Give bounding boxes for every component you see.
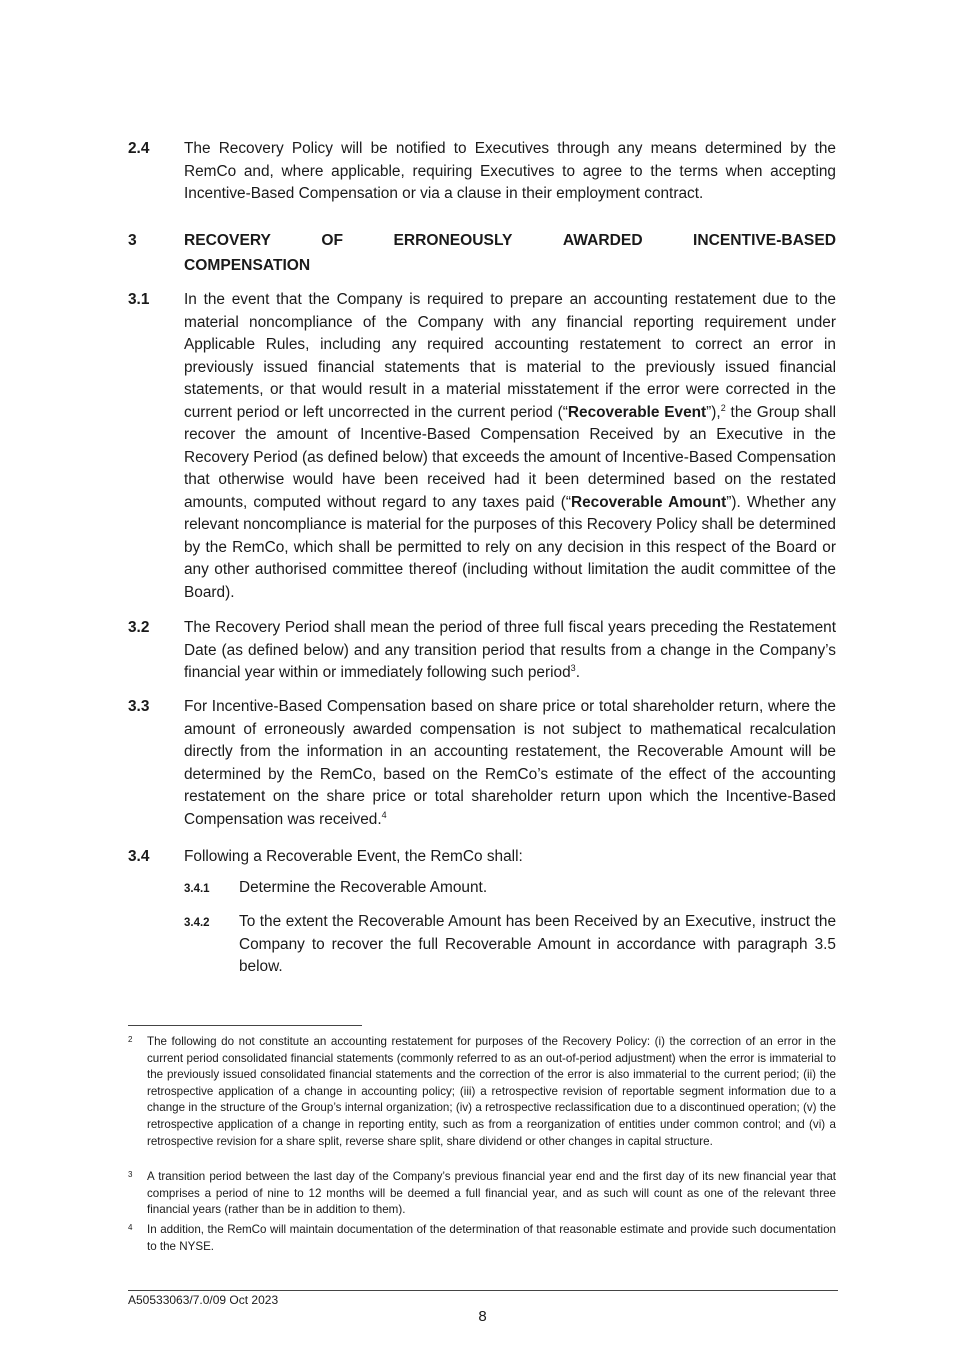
text-run: . — [575, 664, 580, 681]
footer-separator — [128, 1290, 838, 1291]
text-run: ”). Whether any relevant noncompliance is material for the purposes of this Recovery Policy shall be determined by the RemCo, which shall be permitted to rely on any decision in this respect of the Board or any other authorised committee thereof (including without limitation the audit committee of the Board). — [184, 493, 836, 601]
footnote-text: The following do not constitute an accounting restatement for purposes of the Recovery Policy: (i) the correction of an error in the current period consolidated financial statements (commonly referred to as an out-of-period adjustment) when the error is immaterial to the previously issued consolidated financial statements and the correction of the error is also immaterial to the current period; (ii) the retrospective application of a change in accounting policy; (iii) a retrospective revision of reportable segment information due to a change in the structure of the Group’s internal organization; (iv) a retrospective reclassification due to a discontinued operation; (v) the retrospective application of a change in reporting entity, such as from a reorganization of entities under common control; and (vi) a retrospective revision for a share split, reverse share split, share dividend or other changes in capital structure. — [147, 1035, 836, 1148]
clause-text: Following a Recoverable Event, the RemCo shall: — [184, 848, 523, 865]
footnote-text: In addition, the RemCo will maintain documentation of the determination of that reasonable estimate and provide such documentation to the NYSE. — [147, 1223, 836, 1253]
clause-2-4 — [128, 138, 836, 206]
heading-word: RECOVERY — [184, 232, 271, 249]
footnote-ref-3[interactable]: 3 — [570, 663, 576, 673]
text-run: The Recovery Period shall mean the period of three full fiscal years preceding the Restatement Date (as defined below) and any transition period that results from a change in the Company’s financial year within or immediately following such period — [184, 619, 836, 681]
footnote-text: A transition period between the last day of the Company’s previous financial year end and the first day of its new financial year that comprises a period of nine to 12 months will be deemed a full financial year, and as such will count as one of the relevant three financial years (rather than be in addition to them). — [147, 1170, 836, 1217]
text-run: In the event that the Company is required to prepare an accounting restatement due to the material noncompliance of the Company with any financial reporting requirement under Applicable Rules, including any required accounting restatement to correct an error in previously issued financial statements that is material to the previously issued financial statements, or that would result in a material misstatement if the error were corrected in the current period or left uncorrected in the current period (“ — [184, 291, 836, 421]
clause-3-4 — [128, 846, 836, 869]
subclause-text: Determine the Recoverable Amount. — [239, 879, 488, 896]
heading-word: INCENTIVE-BASED — [693, 232, 836, 249]
text-run: ”), — [706, 403, 721, 421]
clause-3-1 — [128, 289, 836, 604]
section-title — [184, 228, 836, 278]
clause-3-4-2 — [184, 911, 836, 979]
footnote-number: 4 — [128, 1223, 133, 1232]
defined-term-recoverable-amount: Recoverable Amount — [570, 493, 727, 511]
defined-term-recoverable-event: Recoverable Event — [567, 403, 707, 421]
subclause-number: 3.4.1 — [184, 883, 210, 895]
heading-word: ERRONEOUSLY — [393, 232, 513, 249]
document-reference: A50533063/7.0/09 Oct 2023 — [128, 1293, 279, 1307]
footnote-2 — [128, 1034, 836, 1150]
clause-text — [184, 617, 836, 685]
clause-number: 3.2 — [128, 619, 150, 636]
page-number: 8 — [478, 1308, 487, 1325]
footnote-ref-4[interactable]: 4 — [381, 809, 387, 820]
footnote-separator — [128, 1025, 362, 1026]
clause-text: The Recovery Policy will be notified to Executives through any means determined by the RemCo and, where applicable, requiring Executives to agree to the terms when accepting Incentive-Based Compensation or via a clause in their employment contract. — [184, 140, 836, 202]
text-run: the Group shall recover the amount of Incentive-Based Compensation Received by an Executive in the Recovery Period (as defined below) that exceeds the amount of Incentive-Based Compensation that otherwise would have been received had it been determined based on the restated amounts, computed without regard to any taxes paid (“ — [184, 403, 837, 511]
footnote-ref-2[interactable]: 2 — [720, 402, 726, 413]
footnote-number: 2 — [128, 1035, 133, 1044]
clause-number: 3.1 — [128, 291, 150, 308]
heading-line-2: COMPENSATION — [184, 257, 311, 274]
heading-word: AWARDED — [562, 232, 643, 249]
text-run: For Incentive-Based Compensation based on share price or total shareholder return, where the amount of erroneously awarded compensation is not subject to mathematical recalculation directly from the information in an accounting restatement, the Recoverable Amount will be determined by the RemCo, based on the RemCo’s estimate of the effect of the accounting restatement on the share price or total shareholder return upon which the Incentive-Based Compensation was received. — [184, 698, 836, 828]
clause-text — [184, 696, 836, 831]
clause-number: 3.3 — [128, 698, 150, 715]
footnote-number: 3 — [128, 1170, 133, 1179]
heading-word: OF — [321, 232, 344, 249]
section-3-heading — [128, 228, 836, 278]
section-number: 3 — [128, 232, 137, 249]
clause-3-3 — [128, 696, 836, 831]
clause-number: 3.4 — [128, 848, 150, 865]
footnote-4 — [128, 1222, 836, 1255]
subclause-text: To the extent the Recoverable Amount has been Received by an Executive, instruct the Company to recover the full Recoverable Amount in accordance with paragraph 3.5 below. — [239, 913, 836, 975]
footnote-3 — [128, 1169, 836, 1219]
clause-number: 2.4 — [128, 140, 150, 157]
clause-text — [184, 289, 836, 604]
clause-3-4-1 — [184, 877, 836, 900]
clause-3-2 — [128, 617, 836, 685]
subclause-number: 3.4.2 — [184, 917, 210, 929]
